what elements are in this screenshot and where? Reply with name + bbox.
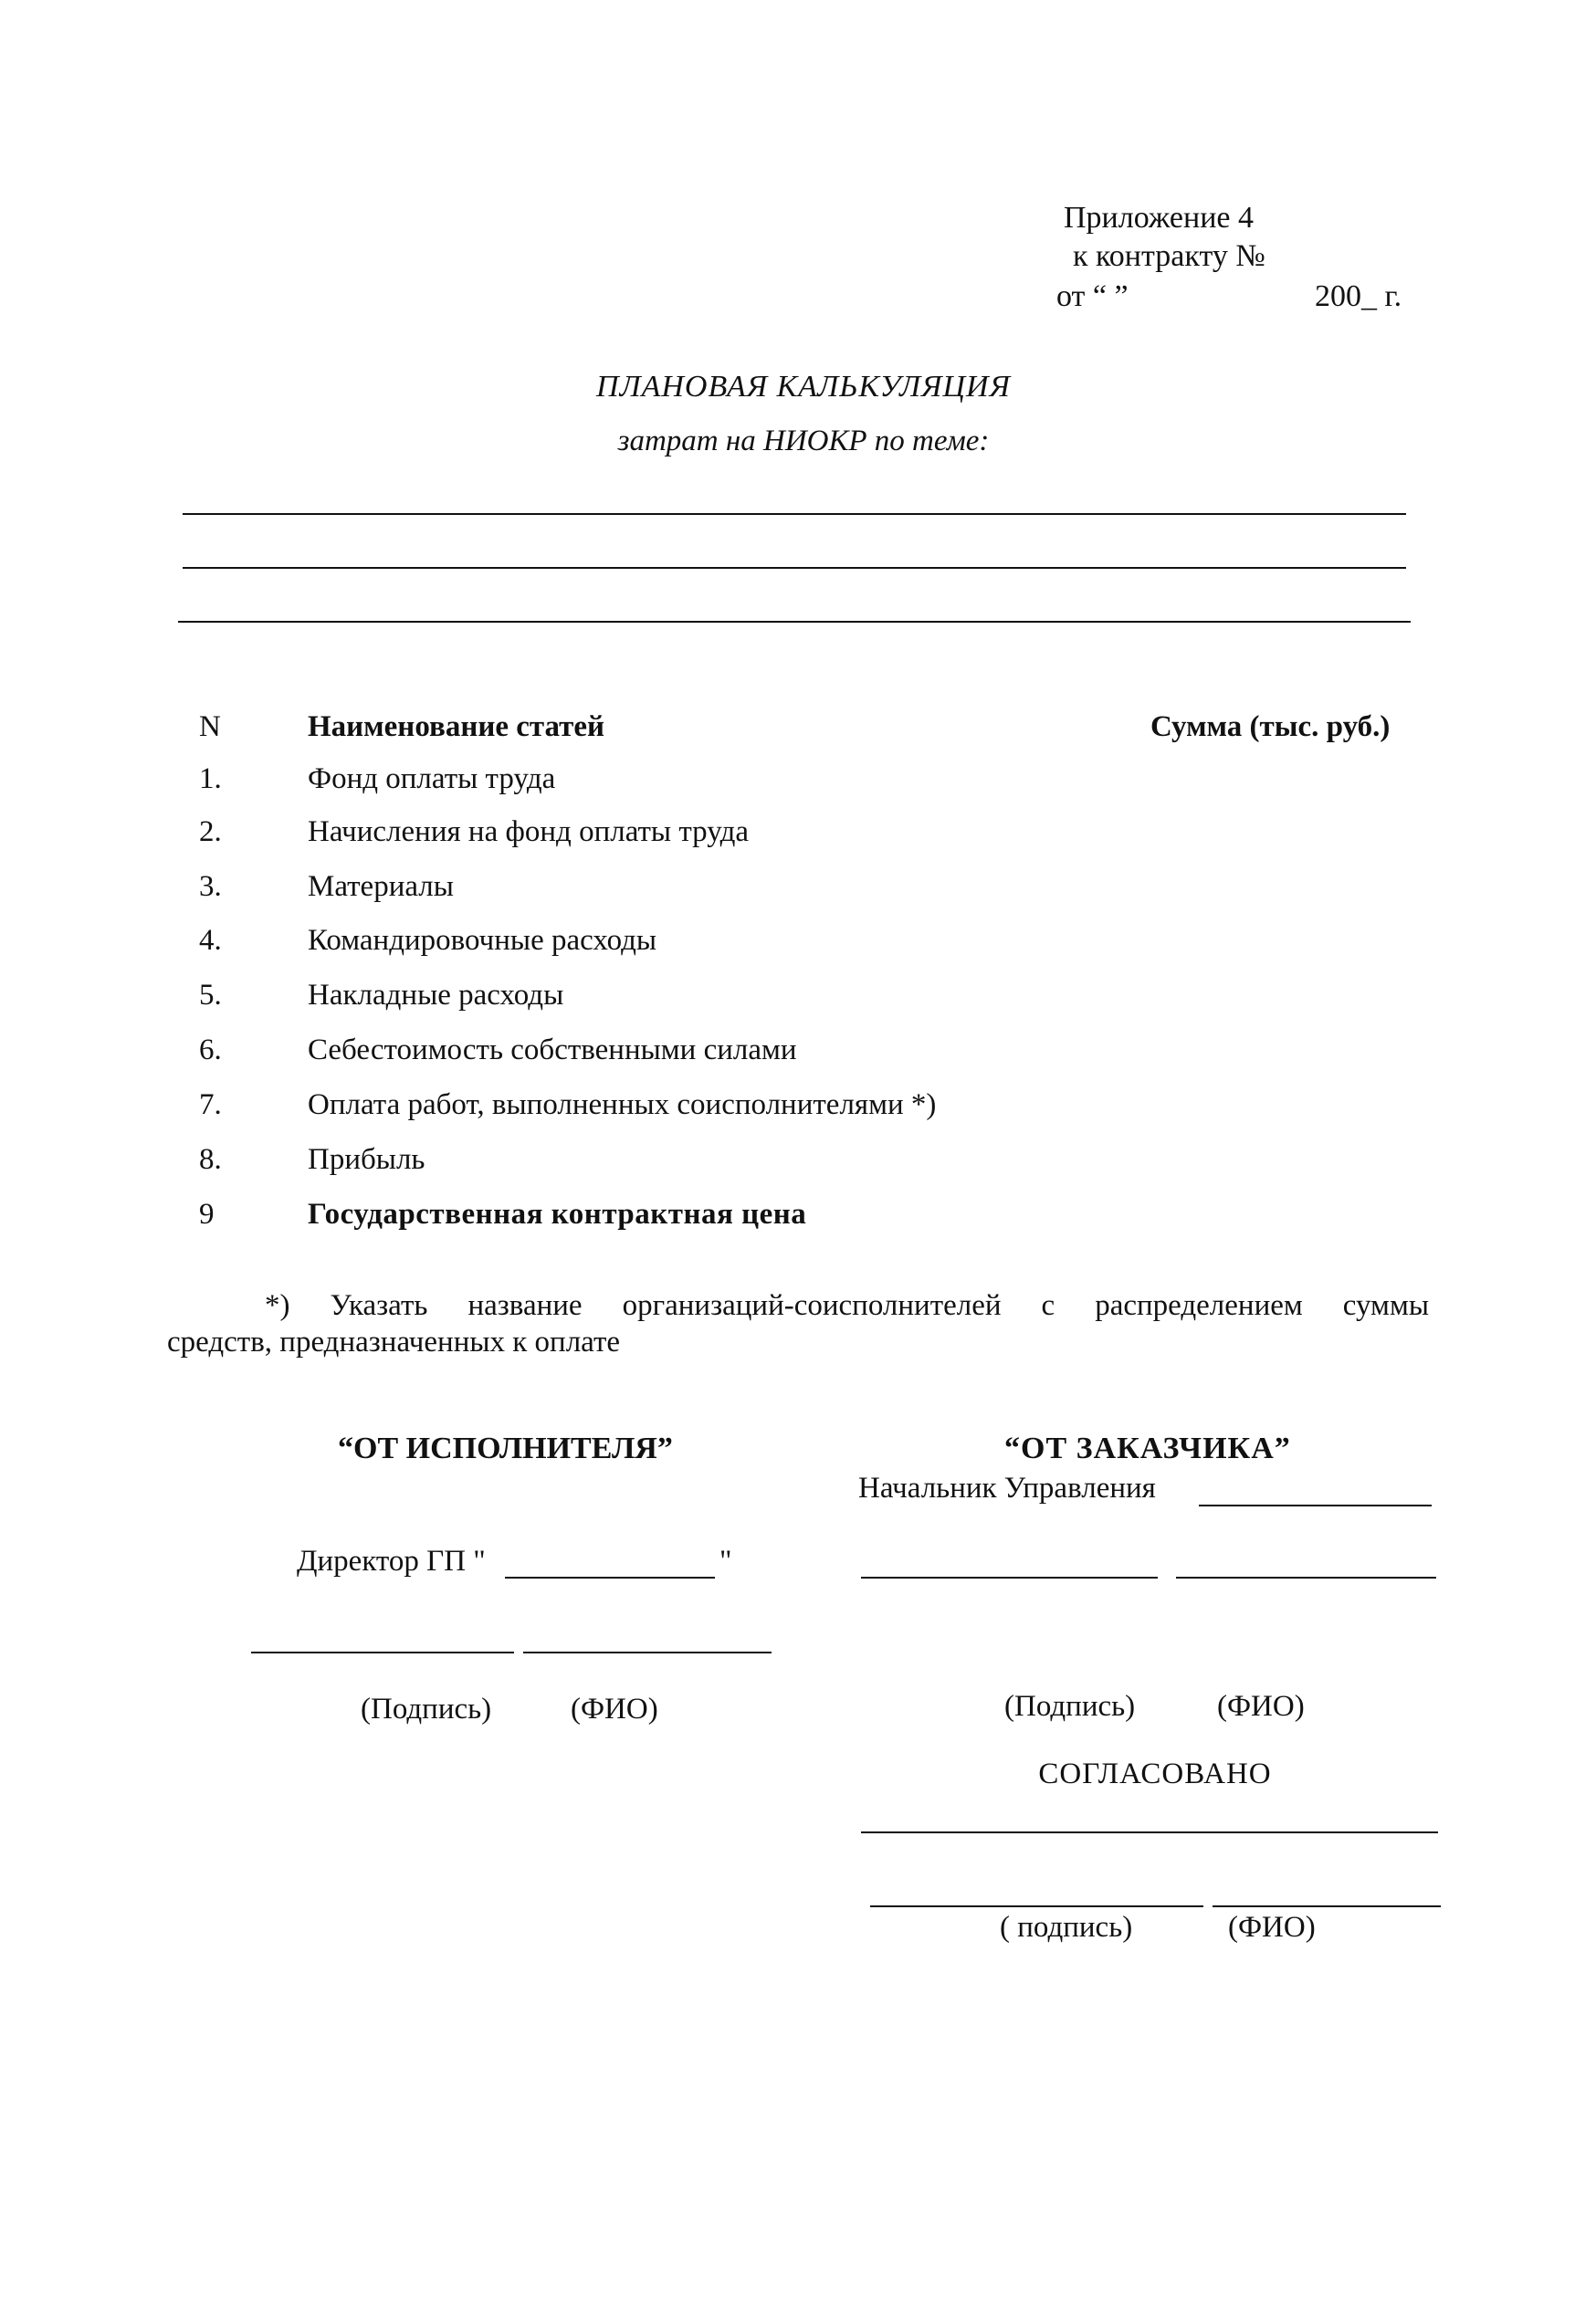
executor-signature-label: (Подпись) [361,1693,492,1726]
topic-line-2 [183,567,1406,569]
executor-org-blank [505,1577,715,1579]
agreed-signature-label: ( подпись) [1000,1911,1133,1944]
row-name: Командировочные расходы [308,924,657,957]
column-header-name: Наименование статей [308,710,605,743]
contract-label: к контракту № [1073,239,1265,273]
table-row [0,1088,1596,1125]
row-number: 4. [199,924,222,957]
executor-signature-line [251,1652,514,1653]
customer-fio-line [1176,1577,1436,1579]
row-name: Материалы [308,870,454,903]
customer-signature-label: (Подпись) [1004,1690,1136,1723]
table-row [0,924,1596,960]
row-name: Оплата работ, выполненных соисполнителями *) [308,1088,937,1121]
agreed-label: СОГЛАСОВАНО [1038,1758,1272,1790]
table-row [0,870,1596,907]
column-header-num: N [199,710,221,743]
agreed-signature-line [870,1905,1203,1907]
executor-fio-line [523,1652,772,1653]
appendix-label: Приложение 4 [1064,201,1254,235]
document-title: ПЛАНОВАЯ КАЛЬКУЛЯЦИЯ [596,370,1011,404]
executor-director-label: Директор ГП " [297,1545,486,1578]
customer-title: “ОТ ЗАКАЗЧИКА” [1004,1432,1291,1465]
topic-line-1 [183,513,1406,515]
row-number: 5. [199,979,222,1012]
executor-fio-label: (ФИО) [571,1693,658,1726]
table-row [0,815,1596,852]
row-name: Начисления на фонд оплаты труда [308,815,750,848]
customer-fio-label: (ФИО) [1217,1690,1305,1723]
agreed-org-line [861,1831,1438,1833]
topic-line-3 [178,621,1411,623]
customer-signature-line [861,1577,1158,1579]
row-name: Государственная контрактная цена [308,1198,807,1231]
table-row [0,1143,1596,1180]
row-number: 9 [199,1198,215,1231]
row-number: 7. [199,1088,222,1121]
footnote-line-1: *) Указать название организаций-соисполнителей с распределением суммы [265,1289,1429,1322]
table-row [0,762,1596,799]
row-number: 2. [199,815,222,848]
row-name: Фонд оплаты труда [308,762,556,795]
footnote-line-2: средств, предназначенных к оплате [167,1326,621,1359]
row-name: Себестоимость собственными силами [308,1034,797,1066]
row-number: 1. [199,762,222,795]
table-row [0,1034,1596,1070]
table-row [0,1198,1596,1234]
row-number: 6. [199,1034,222,1066]
document-subtitle: затрат на НИОКР по теме: [617,425,990,457]
row-number: 8. [199,1143,222,1176]
agreed-fio-line [1213,1905,1441,1907]
executor-title: “ОТ ИСПОЛНИТЕЛЯ” [338,1432,673,1465]
row-name: Прибыль [308,1143,425,1176]
date-year-label: 200_ г. [1315,279,1402,313]
customer-head-label: Начальник Управления [858,1472,1156,1505]
table-row [0,979,1596,1015]
date-from-label: от “ ” [1056,279,1129,313]
column-header-sum: Сумма (тыс. руб.) [1150,710,1391,743]
row-number: 3. [199,870,222,903]
customer-head-blank [1199,1505,1432,1506]
agreed-fio-label: (ФИО) [1228,1911,1316,1944]
executor-director-close: " [719,1545,732,1578]
row-name: Накладные расходы [308,979,564,1012]
